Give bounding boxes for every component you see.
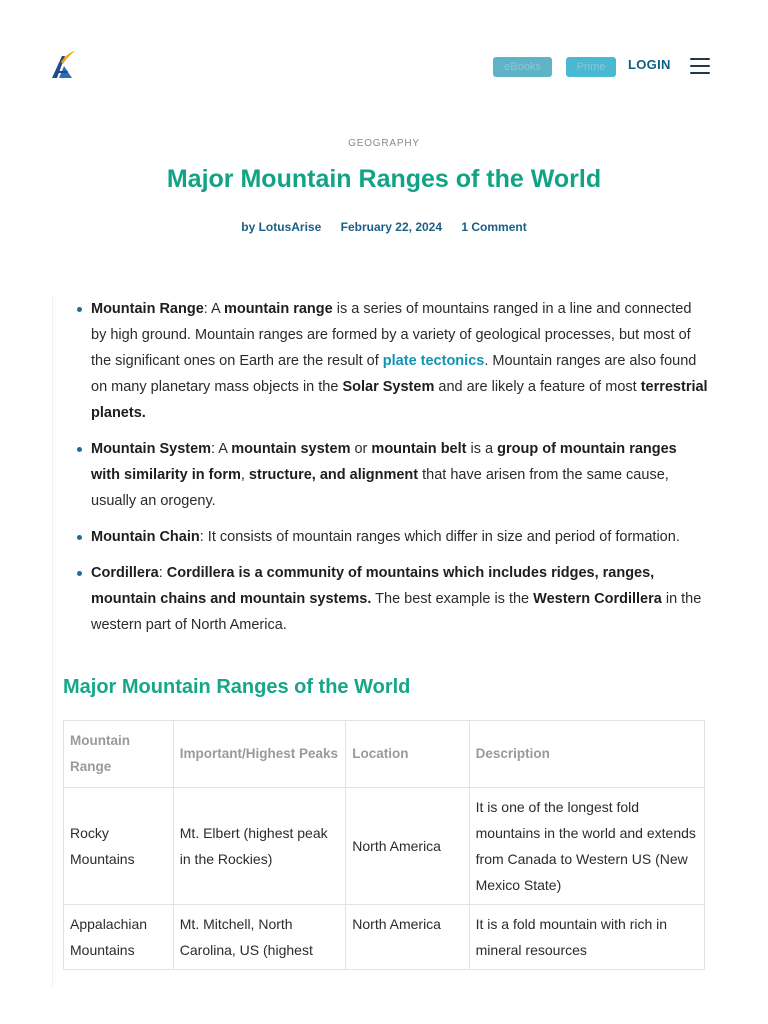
mountain-ranges-table (63, 720, 705, 970)
article-category[interactable]: GEOGRAPHY (348, 138, 420, 149)
text: . Mountain ranges are also found on many planetary mass objects in the (91, 353, 697, 395)
site-header (0, 0, 768, 120)
section-heading: Major Mountain Ranges of the World (63, 676, 411, 698)
table-header-row (64, 721, 705, 788)
ebooks-button[interactable]: eBooks (493, 57, 552, 77)
page-bottom-edge (0, 988, 768, 1024)
column-header: Description (469, 721, 704, 788)
table-cell: North America (346, 788, 469, 905)
table-cell: Mt. Elbert (highest peak in the Rockies) (173, 788, 346, 905)
text: : A (211, 441, 232, 457)
table-row (64, 905, 705, 970)
text: : A (203, 301, 224, 317)
article-meta (0, 220, 768, 234)
list-item (91, 524, 713, 550)
bold-text: mountain system (231, 441, 351, 457)
column-header: Location (346, 721, 469, 788)
term-mountain-system: Mountain System (91, 441, 212, 457)
comments-link[interactable]: 1 Comment (461, 220, 527, 234)
author-link[interactable]: by LotusArise (241, 220, 322, 234)
bold-text: Solar System (342, 379, 435, 395)
bold-text: mountain belt (371, 441, 467, 457)
text: : It consists of mountain ranges which differ in size and period of formation. (199, 529, 680, 545)
bold-text: terrestrial planets. (91, 379, 708, 421)
bold-text: structure, and alignment (248, 467, 419, 483)
table-cell: Appalachian Mountains (64, 905, 174, 970)
definitions-list (53, 296, 713, 638)
text: is a (466, 441, 498, 457)
term-mountain-chain: Mountain Chain (91, 529, 200, 545)
bold-text: Cordillera is a community of mountains which includes ridges, ranges, mountain chains and mountain systems. (91, 565, 655, 607)
list-item (91, 296, 713, 426)
text: or (350, 441, 372, 457)
table-row (64, 788, 705, 905)
prime-button[interactable]: Prime (566, 57, 616, 77)
text: that have arisen from the same cause, usually an orogeny. (91, 467, 669, 509)
plate-tectonics-link[interactable]: plate tectonics (382, 353, 485, 369)
table-cell: It is one of the longest fold mountains in the world and extends from Canada to Western US (New Mexico State) (469, 788, 704, 905)
table-cell: Rocky Mountains (64, 788, 174, 905)
bold-text: mountain range (223, 301, 333, 317)
menu-bar (690, 58, 710, 60)
hamburger-menu-icon[interactable] (690, 58, 710, 74)
list-item (91, 436, 713, 514)
text: in the western part of North America. (91, 591, 702, 633)
text: : (158, 565, 167, 581)
text: and are likely a feature of most (434, 379, 641, 395)
lotusarise-logo-icon[interactable] (50, 50, 76, 80)
date-link[interactable]: February 22, 2024 (340, 220, 443, 234)
list-item (91, 560, 713, 638)
bold-text: Western Cordillera (533, 591, 662, 607)
table-cell: It is a fold mountain with rich in mineral resources (469, 905, 704, 970)
article-title: Major Mountain Ranges of the World (166, 165, 602, 193)
menu-bar (690, 72, 710, 74)
table-cell: Mt. Mitchell, North Carolina, US (highest (173, 905, 346, 970)
login-link[interactable]: LOGIN (628, 57, 671, 72)
term-mountain-range: Mountain Range (91, 301, 204, 317)
column-header: Mountain Range (64, 721, 174, 788)
text: The best example is the (371, 591, 534, 607)
table-cell: North America (346, 905, 469, 970)
term-cordillera: Cordillera (91, 565, 159, 581)
text: , (240, 467, 249, 483)
text: is a series of mountains ranged in a line and connected by high ground. Mountain ranges are formed by a variety of geological processes, but most of the significant ones on Earth are the result of (91, 301, 692, 369)
column-header: Important/Highest Peaks (173, 721, 346, 788)
bold-text: group of mountain ranges with similarity in form (91, 441, 677, 483)
menu-bar (690, 65, 710, 67)
